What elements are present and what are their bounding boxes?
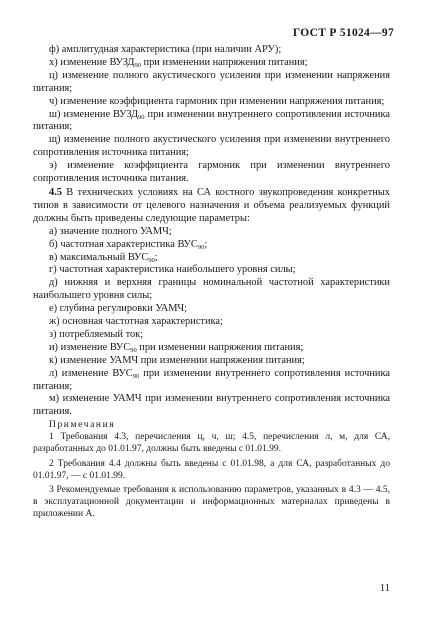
notes-block: [33, 419, 390, 520]
item-subscript: 90: [130, 346, 137, 354]
document-body: [33, 44, 390, 520]
item-text-tail: при изменении напряжения питания;: [136, 341, 304, 353]
list-item: [33, 57, 390, 70]
item-text: е) глубина регулировки УАМЧ;: [49, 303, 188, 315]
list-item: [33, 342, 390, 355]
item-text: д) нижняя и верхняя границы номинальной частотной характеристики наибольшего уровня силы;: [33, 277, 390, 302]
list-item: [33, 44, 390, 57]
item-text: л) изменение ВУС: [49, 367, 133, 379]
list-item: [33, 134, 390, 160]
item-subscript: 90: [132, 372, 140, 380]
note-item: 2 Требования 4.4 должны быть введены с 01.01.98, а для СА, разработанных до 01.01.97, — с 01.01.99.: [33, 458, 390, 481]
standard-header: ГОСТ Р 51024—97: [292, 27, 394, 39]
item-text: з) потребляемый ток;: [49, 328, 144, 340]
item-subscript: 90: [148, 256, 155, 264]
section-text: В технических условиях на СА костного звукопроведения конкретных типов в зависимости от целевого назначения и объема реализуемых функций должны быть приведены следующие параметры:: [33, 186, 390, 224]
list-item: [33, 393, 390, 419]
item-subscript: 90: [138, 113, 145, 121]
item-text-tail: при изменении внутреннего сопротивления источника питания;: [33, 367, 391, 392]
list-item: [33, 109, 390, 135]
item-text: ц) изменение полного акустического усиления при изменении напряжения питания;: [33, 69, 390, 94]
item-text: в) максимальный ВУС: [49, 251, 149, 263]
item-text: и) изменение ВУС: [49, 341, 131, 353]
list-item: [33, 239, 390, 252]
notes-title: Примечания: [49, 420, 116, 431]
list-b: [33, 226, 390, 420]
item-text: ф) амплитудная характеристика (при наличии АРУ);: [49, 44, 282, 55]
item-text: г) частотная характеристика наибольшего уровня силы;: [49, 264, 296, 276]
item-text: ч) изменение коэффициента гармоник при изменении напряжения питания;: [49, 95, 385, 107]
item-text: а) значение полного УАМЧ;: [49, 225, 172, 237]
note-item: 3 Рекомендуемые требования к использованию параметров, указанных в 4.3 — 4.5, в эксплуатационной документации и информационных материалах приведены в приложении А.: [33, 484, 390, 519]
list-item: [33, 70, 390, 96]
list-item: [33, 316, 390, 329]
item-text: м) изменение УАМЧ при изменении внутреннего сопротивления источника питания.: [33, 393, 390, 418]
item-text: э) изменение коэффициента гармоник при изменении внутреннего сопротивления источника питания.: [33, 160, 390, 185]
list-item: [33, 226, 390, 239]
item-text-tail: при изменении напряжения питания;: [140, 56, 308, 68]
section-number: 4.5: [49, 186, 62, 198]
list-item: [33, 368, 390, 394]
list-item: [33, 355, 390, 368]
list-a: [33, 44, 390, 186]
item-subscript: 90: [197, 243, 205, 251]
list-item: [33, 160, 390, 186]
list-item: [33, 252, 390, 265]
item-text: ш) изменение ВУЗД: [49, 108, 139, 120]
list-item: [33, 329, 390, 342]
list-item: [33, 277, 390, 303]
note-item: 1 Требования 4.3, перечисления ц, ч, ш; 4.5, перечисления л, м, для СА, разработанных до 01.01.97, должны быть введены с 01.01.99.: [33, 432, 390, 455]
item-text: х) изменение ВУЗД: [49, 56, 135, 68]
item-text-tail: ;: [204, 238, 208, 250]
page-number: 11: [379, 583, 390, 594]
section-4-5: [33, 187, 390, 226]
item-text: щ) изменение полного акустического усиления при изменении внутреннего сопротивления источника питания;: [33, 134, 390, 159]
item-text: ж) основная частотная характеристика;: [49, 316, 223, 328]
list-item: [33, 264, 390, 277]
item-text: к) изменение УАМЧ при изменении напряжения питания;: [49, 354, 305, 366]
item-subscript: 90: [134, 61, 141, 69]
item-text: б) частотная характеристика ВУС: [49, 238, 198, 250]
list-item: [33, 303, 390, 316]
item-text-tail: при изменении внутреннего сопротивления источника питания;: [33, 108, 390, 133]
item-text-tail: ;: [154, 251, 158, 263]
notes-items: [33, 431, 390, 520]
list-item: [33, 96, 390, 109]
